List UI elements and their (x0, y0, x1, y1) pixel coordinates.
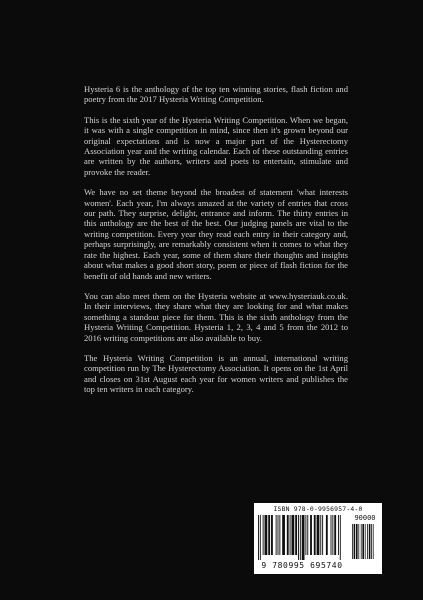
barcode-bar (371, 524, 372, 559)
ean-barcode-bars (258, 515, 350, 561)
barcode-bar (278, 515, 279, 555)
barcode-bar (305, 515, 306, 555)
addon-code: 90000 (354, 514, 376, 522)
barcode-bar (367, 524, 368, 559)
barcode-bar (276, 515, 277, 555)
barcode-bar (362, 524, 364, 559)
barcode-bar (322, 515, 323, 555)
barcode-bar (310, 515, 312, 555)
barcode-bar (287, 515, 289, 555)
isbn-label: ISBN 978-0-9956957-4-0 (273, 505, 363, 513)
barcode-bar (314, 515, 316, 555)
barcode-bar (268, 515, 270, 555)
barcode-bar (271, 515, 273, 555)
barcode-bar (307, 515, 308, 555)
barcode-bar (317, 515, 320, 555)
barcode-bar (352, 524, 353, 559)
barcode-bar (298, 515, 299, 560)
addon-barcode-bars (352, 524, 378, 561)
barcode-bar (302, 515, 305, 560)
barcode-bar (358, 524, 359, 559)
blurb-paragraph-4: You can also meet them on the Hysteria website at www.hysteriauk.co.uk. In their interviews, they share what they are looking for and what makes something a standout piece for them. This is the sixth anthology from the Hysteria Writing Competition. Hysteria 1, 2, 3, 4 and 5 from the 2012 to 2016 writing competitions are also available to buy. (84, 290, 348, 343)
barcode-bar (354, 524, 356, 559)
barcode-bar (300, 515, 301, 560)
barcode-bar (369, 524, 371, 559)
barcode-bar (332, 515, 333, 555)
barcode-bar (361, 524, 362, 559)
barcode-bar (320, 515, 321, 555)
blurb-paragraph-1: Hysteria 6 is the anthology of the top ten winning stories, flash fiction and poetry from the 2017 Hysteria Writing Competition. (84, 84, 348, 105)
barcode-bar (295, 515, 297, 555)
ean-digits: 9 780995 695740 (261, 561, 343, 570)
blurb-paragraph-2: This is the sixth year of the Hysteria Writing Competition. When we began, it was with a single competition in mind, since then it's grown beyond our original expectations and is now a major part of the Hysterectomy Association year and the writing calendar. Each of these outstanding entries are written by the authors, writers and poets to entertain, stimulate and provoke the reader. (84, 114, 348, 177)
barcode-bar (290, 515, 291, 555)
barcode-bar (373, 524, 374, 559)
barcode-bar (338, 515, 339, 555)
barcode-bar (326, 515, 328, 555)
barcode-bar (331, 515, 332, 555)
barcode-bar (260, 515, 261, 560)
barcode-bar (334, 515, 336, 555)
cover-blurb (84, 84, 348, 405)
barcode-bar (263, 515, 264, 555)
barcode-bar (265, 515, 268, 555)
barcode-bar (365, 524, 366, 559)
barcode-bar (356, 524, 358, 559)
barcode-bar (279, 515, 280, 555)
blurb-paragraph-3: We have no set theme beyond the broadest of statement 'what interests women'. Each year, I'm always amazed at the variety of entries that cross our path. They surprise, delight, entrance and inform. The thirty entries in this anthology are the best of the best. Our judging panels are vital to the writing competition. Every year they read each entry in their category and, perhaps surprisingly, are remarkably consistent when it comes to what they rate the highest. Each year, some of them share their thoughts and insights about what makes a good short story, poem or piece of flash fiction for the benefit of old hands and new writers. (84, 187, 348, 281)
barcode-bar (291, 515, 294, 555)
isbn-barcode (254, 503, 382, 574)
barcode-bar (258, 515, 259, 560)
barcode-bar (282, 515, 285, 555)
barcode-bar (340, 515, 341, 560)
blurb-paragraph-5: The Hysteria Writing Competition is an annual, international writing competition run by The Hysterectomy Association. It opens on the 1st April and closes on 31st August each year for women writers and publishes the top ten writers in each category. (84, 352, 348, 395)
